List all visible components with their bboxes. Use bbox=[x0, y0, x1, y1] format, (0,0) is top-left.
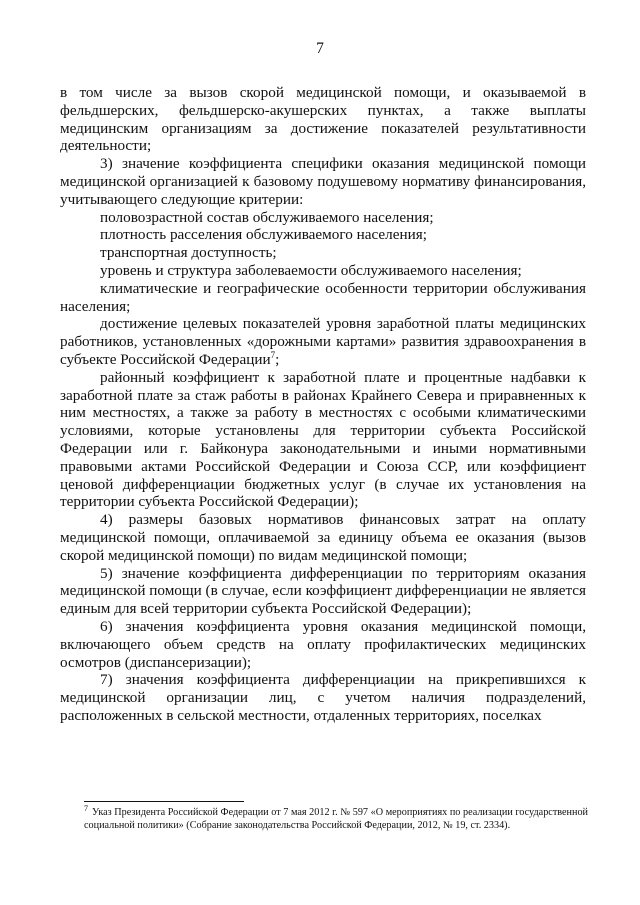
paragraph bbox=[60, 315, 586, 368]
footnote bbox=[84, 803, 588, 832]
paragraph-text: в том числе за вызов скорой медицинской помощи, и оказываемой в фельдшерских, фельдшерско-акушерских пунктах, а также выплаты медицинским организациям за достижение показателей результативности деятельности; bbox=[60, 84, 586, 155]
paragraph bbox=[60, 369, 586, 511]
paragraph-text: достижение целевых показателей уровня заработной платы медицинских работников, установленных «дорожными картами» развития здравоохранения в субъекте Российской Федерации bbox=[60, 315, 586, 368]
paragraph bbox=[60, 262, 586, 280]
paragraph bbox=[60, 209, 586, 227]
paragraph bbox=[60, 618, 586, 671]
paragraph bbox=[60, 244, 586, 262]
footnote-text: Указ Президента Российской Федерации от 7 мая 2012 г. № 597 «О мероприятиях по реализации государственной социальной политики» (Собрание законодательства Российской Федерации, 2012, № 19, ст. 2334). bbox=[84, 807, 588, 831]
paragraph-text: 6) значения коэффициента уровня оказания медицинской помощи, включающего объем средств на оплату профилактических медицинских осмотров (диспансеризации); bbox=[60, 617, 586, 671]
paragraph-text: половозрастной состав обслуживаемого населения; bbox=[100, 208, 434, 226]
paragraph bbox=[60, 671, 586, 724]
paragraph-text: 7) значения коэффициента дифференциации на прикрепившихся к медицинской организации лиц, с учетом наличия подразделений, расположенных в сельской местности, отдаленных территориях, поселках bbox=[60, 671, 586, 724]
paragraph-text: 3) значение коэффициента специфики оказания медицинской помощи медицинской организацией к базовому подушевому нормативу финансирования, учитывающего следующие критерии: bbox=[60, 155, 586, 208]
paragraph bbox=[60, 565, 586, 618]
paragraph-text: 4) размеры базовых нормативов финансовых затрат на оплату медицинской помощи, оплачиваемой за единицу объема ее оказания (вызов скорой медицинской помощи) по видам медицинской помощи; bbox=[60, 511, 586, 564]
paragraph-text: районный коэффициент к заработной плате и процентные надбавки к заработной плате за стаж работы в районах Крайнего Севера и приравненных к ним местностях, а также за работу в местностях с особыми климатическими условиями, которые установлены для территории субъекта Российской Федерации или г. Байконура законодательными и иными нормативными правовыми актами Российской Федерации и Союза ССР, или коэффициент ценовой дифференциации бюджетных услуг (в случае их установления на территории субъекта Российской Федерации); bbox=[60, 368, 586, 511]
footnote-separator bbox=[84, 801, 244, 802]
paragraph-text: транспортная доступность; bbox=[100, 244, 277, 262]
paragraph-text: климатические и географические особенности территории обслуживания населения; bbox=[60, 279, 586, 315]
paragraph bbox=[60, 155, 586, 208]
footnote-reference: 7 bbox=[270, 349, 276, 360]
paragraph bbox=[60, 511, 586, 564]
page-number: 7 bbox=[316, 40, 324, 57]
paragraph bbox=[60, 226, 586, 244]
paragraph bbox=[60, 84, 586, 155]
footnote-mark: 7 bbox=[84, 803, 88, 813]
paragraph-text: уровень и структура заболеваемости обслуживаемого населения; bbox=[100, 261, 522, 279]
document-body bbox=[60, 84, 586, 725]
paragraph-tail: ; bbox=[275, 350, 280, 368]
paragraph-text: 5) значение коэффициента дифференциации по территориям оказания медицинской помощи (в случае, если коэффициент дифференциации не является единым для всей территории субъекта Российской Федерации); bbox=[60, 564, 586, 618]
paragraph bbox=[60, 280, 586, 316]
paragraph-text: плотность расселения обслуживаемого населения; bbox=[100, 226, 427, 244]
